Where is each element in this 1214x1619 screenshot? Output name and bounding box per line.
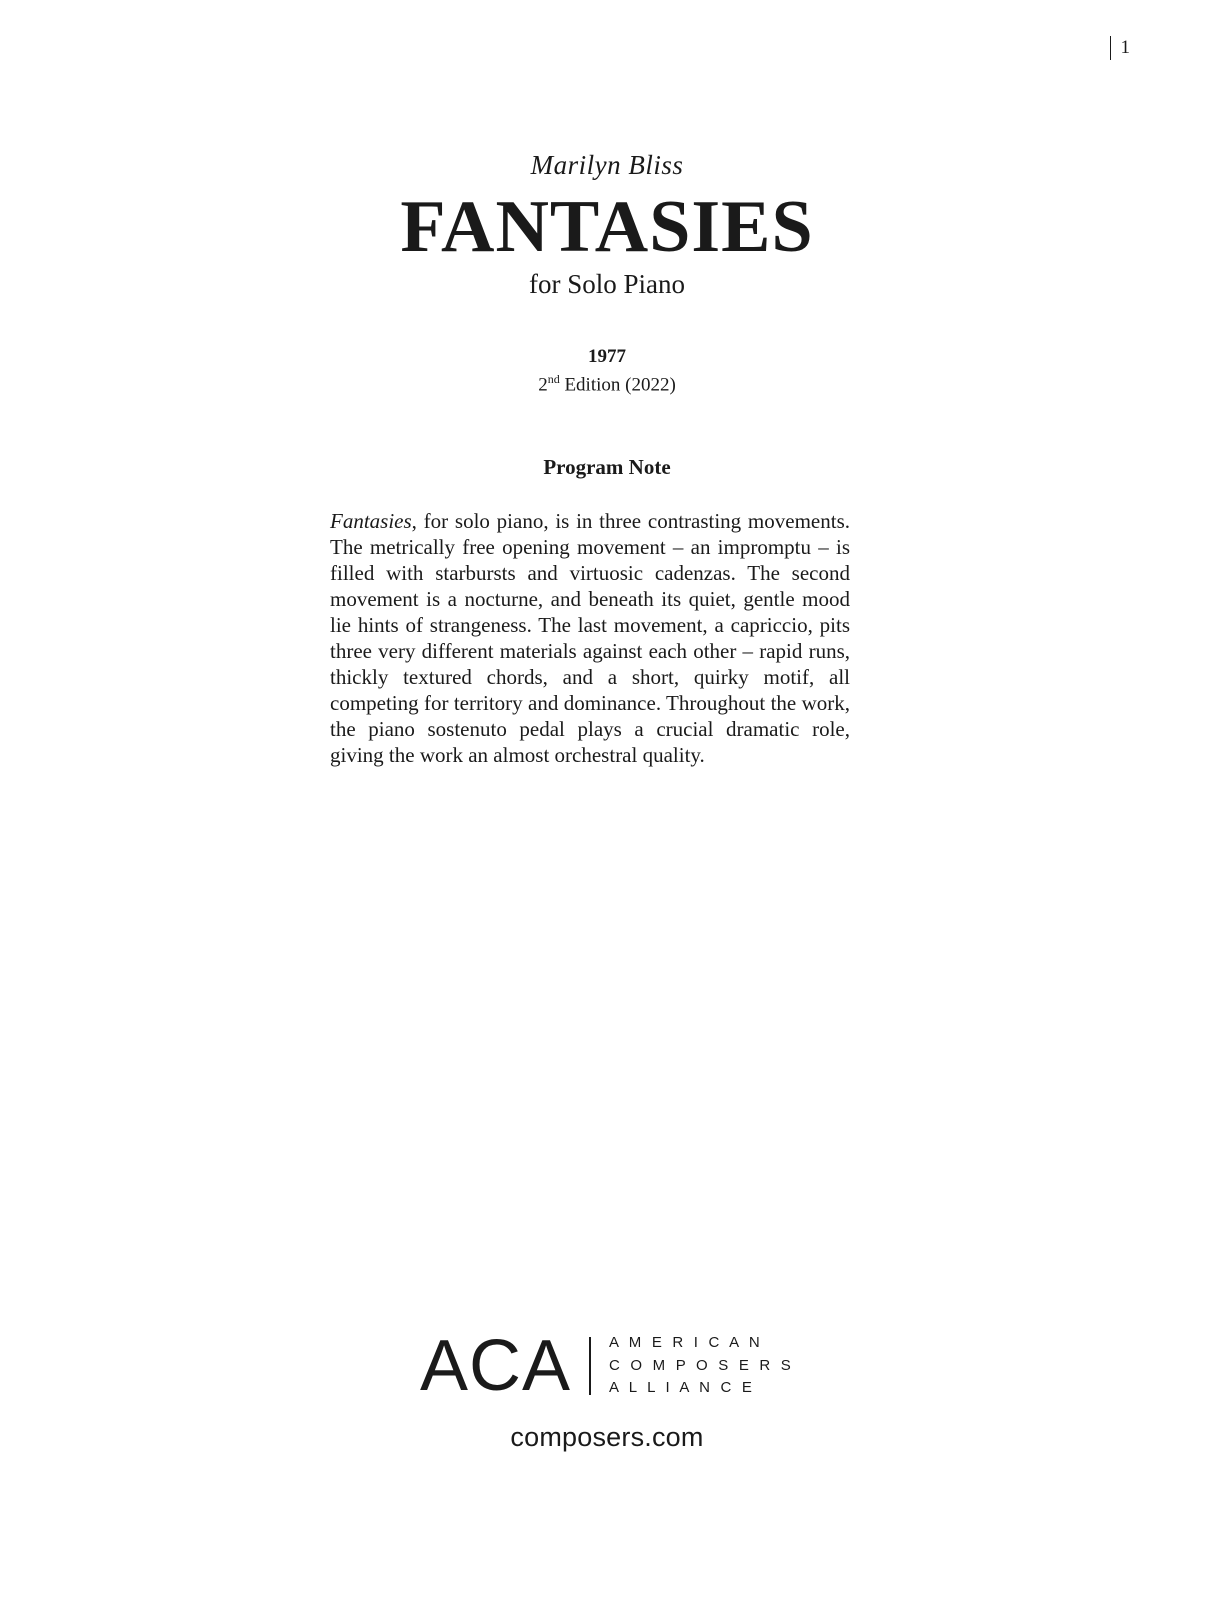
work-title: FANTASIES bbox=[400, 186, 814, 268]
program-note-work-title: Fantasies bbox=[330, 509, 412, 533]
composition-year: 1977 bbox=[588, 345, 626, 367]
composer-name: Marilyn Bliss bbox=[530, 150, 684, 180]
edition-text: Edition (2022) bbox=[559, 374, 676, 396]
page-header bbox=[1110, 36, 1131, 60]
program-note-text: , for solo piano, is in three contrasting movements. The metrically free opening movement – an impromptu – is filled with starbursts and virtuosic cadenzas. The second movement is a nocturne, and beneath its quiet, gentle mood lie hints of strangeness. The last movement, a capriccio, pits three very different materials against each other – rapid runs, thickly textured chords, and a short, quirky motif, all competing for territory and dominance. Throughout the work, the piano sostenuto pedal plays a crucial dramatic role, giving the work an almost orchestral quality. bbox=[330, 509, 850, 768]
aca-name-line-2: C O M P O S E R S bbox=[609, 1356, 795, 1374]
aca-logo bbox=[0, 1326, 1214, 1406]
publisher-footer bbox=[0, 1326, 1214, 1453]
header-divider-rule bbox=[1110, 36, 1111, 60]
aca-full-name bbox=[609, 1332, 794, 1400]
edition-number: 2 bbox=[538, 374, 548, 396]
aca-name-line-3: A L L I A N C E bbox=[609, 1379, 756, 1397]
program-note-body bbox=[330, 508, 850, 768]
page-number: 1 bbox=[1120, 37, 1130, 58]
edition-line bbox=[0, 372, 1214, 396]
publisher-website: composers.com bbox=[510, 1422, 704, 1452]
title-block bbox=[0, 150, 1214, 396]
edition-ordinal: nd bbox=[547, 371, 560, 386]
work-subtitle: for Solo Piano bbox=[528, 268, 685, 299]
aca-wordmark: ACA bbox=[419, 1326, 572, 1406]
logo-divider-rule bbox=[589, 1337, 591, 1395]
program-note-heading: Program Note bbox=[543, 455, 671, 479]
aca-name-line-1: A M E R I C A N bbox=[609, 1334, 763, 1352]
